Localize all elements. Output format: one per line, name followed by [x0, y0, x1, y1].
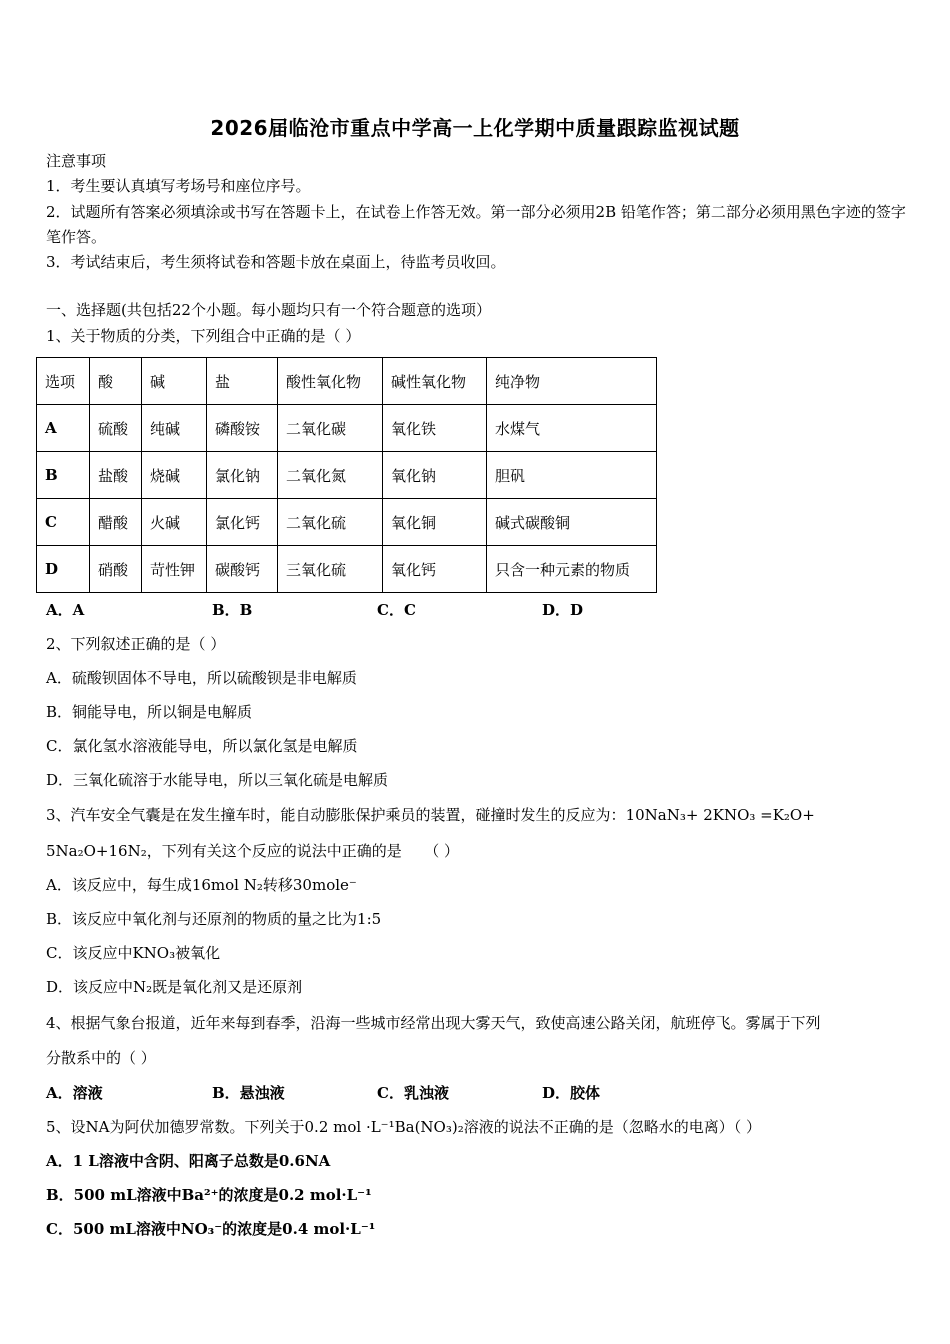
table-cell: 硫酸	[90, 405, 142, 452]
table-cell: 氧化钠	[383, 452, 487, 499]
q3-equation-part-2: 5Na₂O+16N₂	[46, 842, 147, 860]
q2-choice-d[interactable]: D．三氧化硫溶于水能导电，所以三氧化硫是电解质	[46, 771, 389, 789]
table-cell: 氧化铁	[383, 405, 487, 452]
q5-choice-b[interactable]: B．500 mL溶液中Ba²⁺的浓度是0.2 mol·L⁻¹	[46, 1186, 372, 1204]
notice-item-3: 3．考试结束后，考生须将试卷和答题卡放在桌面上，待监考员收回。	[46, 253, 506, 271]
question-5-stem: 5、设NA为阿伏加德罗常数。下列关于0.2 mol ·L⁻¹Ba(NO₃)₂溶液的说法不正确的是（忽略水的电离）（ ）	[46, 1118, 761, 1136]
table-cell: 碱式碳酸铜	[487, 499, 657, 546]
table-cell: 胆矾	[487, 452, 657, 499]
table-cell: 只含一种元素的物质	[487, 546, 657, 593]
page-title: 2026届临沧市重点中学高一上化学期中质量跟踪监视试题	[210, 116, 740, 140]
classification-table	[36, 357, 657, 593]
table-cell: 苛性钾	[142, 546, 207, 593]
table-cell: 磷酸铵	[207, 405, 278, 452]
table-cell: 火碱	[142, 499, 207, 546]
table-cell: 氧化钙	[383, 546, 487, 593]
notice-heading: 注意事项	[46, 152, 107, 170]
q2-choice-a[interactable]: A．硫酸钡固体不导电，所以硫酸钡是非电解质	[46, 669, 357, 687]
table-cell: 氧化铜	[383, 499, 487, 546]
table-cell: 烧碱	[142, 452, 207, 499]
notice-item-2: 2．试题所有答案必须填涂或书写在答题卡上，在试卷上作答无效。第一部分必须用2B 铅笔作答；第二部分必须用黑色字迹的签字笔作答。	[46, 203, 906, 246]
table-row	[37, 452, 657, 499]
table-cell: 碳酸钙	[207, 546, 278, 593]
question-3-stem	[46, 804, 815, 826]
table-row	[37, 405, 657, 452]
header-cell: 碱性氧化物	[383, 358, 487, 405]
q3-equation-part-1: 10NaN₃+ 2KNO₃ =K₂O+	[625, 806, 815, 824]
table-cell: 二氧化氮	[278, 452, 383, 499]
q4-choice-a[interactable]: A．溶液	[46, 1084, 103, 1102]
table-cell: 氯化钠	[207, 452, 278, 499]
q3-choice-d[interactable]: D．该反应中N₂既是氧化剂又是还原剂	[46, 978, 303, 996]
header-cell: 碱	[142, 358, 207, 405]
q3-choice-b[interactable]: B．该反应中氧化剂与还原剂的物质的量之比为1:5	[46, 910, 382, 928]
q5-choice-c[interactable]: C．500 mL溶液中NO₃⁻的浓度是0.4 mol·L⁻¹	[46, 1220, 376, 1238]
table-row	[37, 499, 657, 546]
table-cell: 三氧化硫	[278, 546, 383, 593]
q4-choice-d[interactable]: D．胶体	[542, 1084, 601, 1102]
table-cell: 氯化钙	[207, 499, 278, 546]
q3-stem-text: 3、汽车安全气囊是在发生撞车时，能自动膨胀保护乘员的装置，碰撞时发生的反应为：	[46, 806, 626, 824]
table-cell: 醋酸	[90, 499, 142, 546]
q3-stem-text-2: ，下列有关这个反应的说法中正确的是 （ ）	[146, 842, 459, 860]
table-cell: B	[37, 452, 90, 499]
header-cell: 酸	[90, 358, 142, 405]
q5-choice-a[interactable]: A．1 L溶液中含阴、阳离子总数是0.6NA	[46, 1152, 331, 1170]
question-3-stem-continued	[46, 840, 459, 862]
question-4-stem-continued: 分散系中的（ ）	[46, 1049, 156, 1067]
q1-choice-b[interactable]: B．B	[212, 601, 253, 619]
question-2-stem: 2、下列叙述正确的是（ ）	[46, 635, 226, 653]
q1-choice-a[interactable]: A．A	[46, 601, 85, 619]
table-cell: 二氧化硫	[278, 499, 383, 546]
header-cell: 选项	[37, 358, 90, 405]
q4-choice-c[interactable]: C．乳浊液	[377, 1084, 449, 1102]
question-4-stem: 4、根据气象台报道，近年来每到春季，沿海一些城市经常出现大雾天气，致使高速公路关闭，航班停飞。雾属于下列	[46, 1014, 821, 1032]
q3-choice-c[interactable]: C．该反应中KNO₃被氧化	[46, 944, 221, 962]
table-cell: A	[37, 405, 90, 452]
table-header-row	[37, 358, 657, 405]
table-cell: 二氧化碳	[278, 405, 383, 452]
header-cell: 纯净物	[487, 358, 657, 405]
question-1-stem: 1、关于物质的分类，下列组合中正确的是（ ）	[46, 327, 361, 345]
notice-item-1: 1．考生要认真填写考场号和座位序号。	[46, 177, 311, 195]
table-row	[37, 546, 657, 593]
table-cell: C	[37, 499, 90, 546]
header-cell: 酸性氧化物	[278, 358, 383, 405]
table-cell: 纯碱	[142, 405, 207, 452]
q2-choice-b[interactable]: B．铜能导电，所以铜是电解质	[46, 703, 253, 721]
table-cell: 硝酸	[90, 546, 142, 593]
table-cell: D	[37, 546, 90, 593]
header-cell: 盐	[207, 358, 278, 405]
q3-choice-a[interactable]: A．该反应中，每生成16mol N₂转移30mole⁻	[46, 876, 357, 894]
q1-choice-c[interactable]: C．C	[377, 601, 416, 619]
q2-choice-c[interactable]: C．氯化氢水溶液能导电，所以氯化氢是电解质	[46, 737, 358, 755]
q4-choice-b[interactable]: B．悬浊液	[212, 1084, 285, 1102]
table-cell: 水煤气	[487, 405, 657, 452]
table-cell: 盐酸	[90, 452, 142, 499]
q1-choice-d[interactable]: D．D	[542, 601, 584, 619]
section-heading: 一、选择题(共包括22个小题。每小题均只有一个符合题意的选项）	[46, 301, 491, 319]
